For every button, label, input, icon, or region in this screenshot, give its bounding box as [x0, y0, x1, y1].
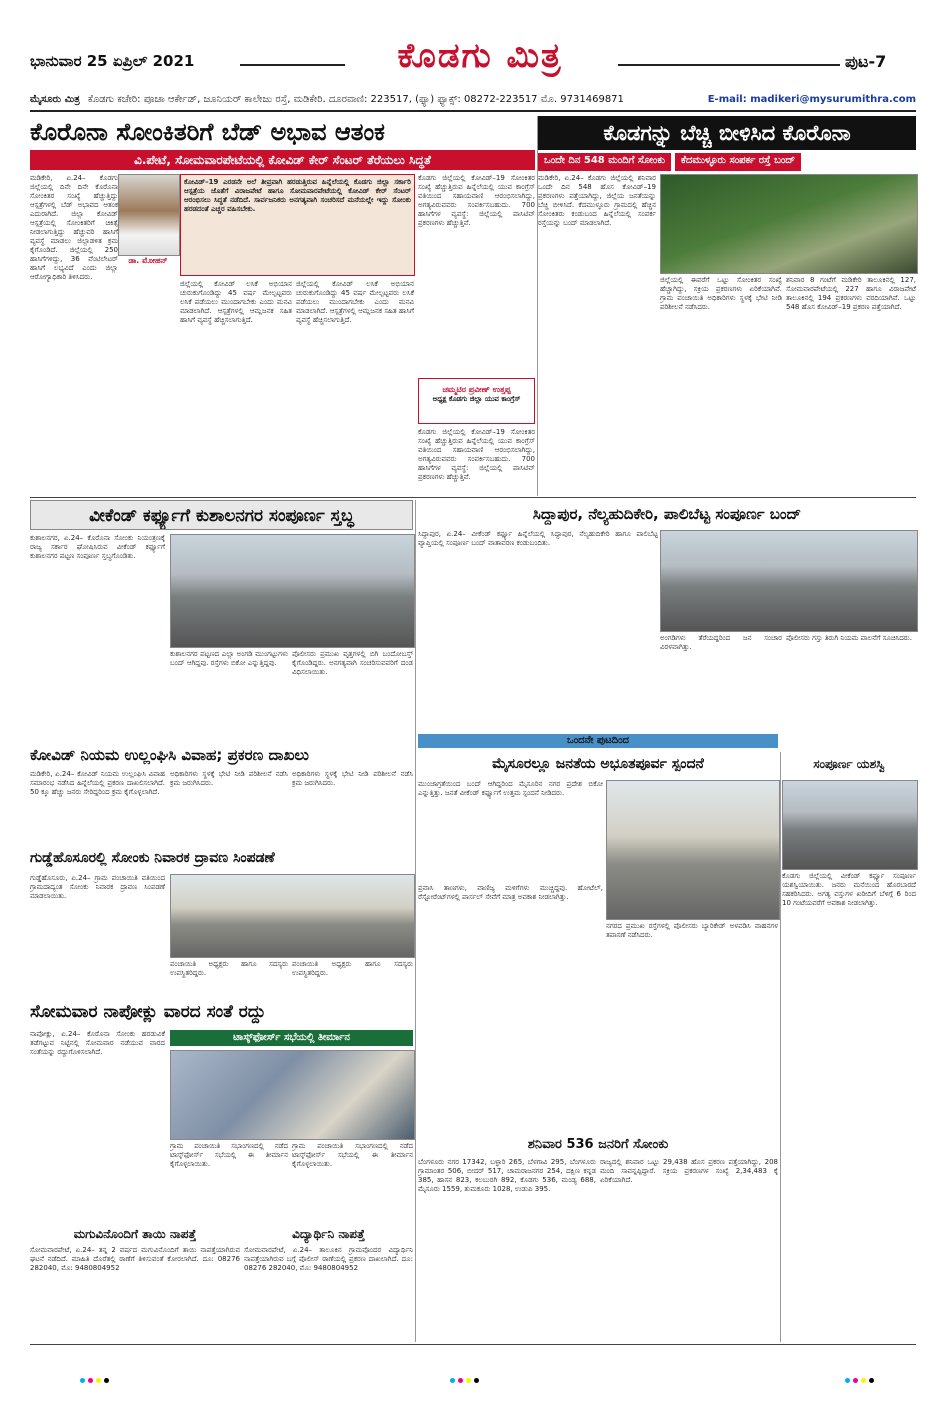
story10-column-2: ರಾಜ್ಯದಲ್ಲಿ ಶನಿವಾರ ಒಟ್ಟು 29,438 ಹೊಸ ಪ್ರಕರಣ ಪತ್ತೆಯಾಗಿದ್ದು, 208 ಮಂದಿ ಸಾವನ್ನಪ್ಪಿದ್ದಾರೆ. ಸಕ್ರಿಯ ಪ್ರಕರಣಗಳ ಸಂಖ್ಯೆ 2,34,483 ಕ್ಕೆ ಏರಿಕೆಯಾಗಿದೆ.	[600, 1158, 778, 1184]
story3-photo-empty-street	[170, 534, 415, 648]
masthead-rule-right	[618, 64, 840, 66]
story6-column-1: ಗುಡ್ಡೆಹೊಸೂರು, ಏ.24– ಗ್ರಾಮ ಪಂಚಾಯಿತಿ ವತಿಯಿಂದ ಗ್ರಾಮದಾದ್ಯಂತ ಸೋಂಕು ನಿವಾರಕ ದ್ರಾವಣ ಸಿಂಪಡಣೆ ಮಾಡಲಾಯಿತು.	[30, 874, 165, 900]
page-number: ಪುಟ-7	[845, 52, 887, 71]
brand-name: ಮೈಸೂರು ಮಿತ್ರ	[30, 94, 80, 105]
story1-photo-caption: ಡಾ. ಮೋಹನ್	[128, 256, 168, 265]
story3-column-1: ಕುಶಾಲನಗರ, ಏ.24– ಕೊರೊನಾ ಸೋಂಕು ನಿಯಂತ್ರಣಕ್ಕೆ ರಾಜ್ಯ ಸರ್ಕಾರ ಘೋಷಿಸಿರುವ ವೀಕೆಂಡ್ ಕರ್ಫ್ಯೂಗೆ ಕುಶಾಲನಗರ ಪಟ್ಟಣ ಸಂಪೂರ್ಣ ಸ್ತಬ್ಧಗೊಂಡಿತು.	[30, 534, 165, 560]
row-divider	[30, 497, 916, 498]
story2-headline: ಕೊಡಗನ್ನು ಬೆಚ್ಚಿ ಬೀಳಿಸಿದ ಕೊರೊನಾ	[538, 116, 916, 150]
story6-column-3: ಪಂಚಾಯಿತಿ ಅಧ್ಯಕ್ಷರು ಹಾಗೂ ಸದಸ್ಯರು ಉಪಸ್ಥಿತರಿದ್ದರು.	[292, 960, 413, 977]
cmyk-marks-left	[80, 1378, 109, 1383]
story1-column-5: ಕೊಡಗು ಜಿಲ್ಲೆಯಲ್ಲಿ ಕೋವಿಡ್–19 ಸೋಂಕಿತರ ಸಂಖ್ಯೆ ಹೆಚ್ಚುತ್ತಿರುವ ಹಿನ್ನೆಲೆಯಲ್ಲಿ ಯುವ ಕಾಂಗ್ರೆಸ್ ವತಿಯಿಂದ ಸಹಾಯವಾಣಿ ಆರಂಭಿಸಲಾಗಿದ್ದು, ಅಗತ್ಯವಿರುವವರು ಸಂಪರ್ಕಿಸಬಹುದು. 700 ಹಾಸಿಗೆಗಳ ವ್ಯವಸ್ಥೆ: ಜಿಲ್ಲೆಯಲ್ಲಿ ಪಾಸಿಟಿವ್ ಪ್ರಕರಣಗಳು ಹೆಚ್ಚುತ್ತಿವೆ.	[418, 428, 535, 481]
story11-column-1: ಸೋಮವಾರಪೇಟೆ, ಏ.24– ತನ್ನ 2 ವರ್ಷದ ಮಗುವಿನೊಂದಿಗೆ ತಾಯಿ ನಾಪತ್ತೆಯಾಗಿರುವ ಘಟನೆ ನಡೆದಿದೆ. ಮಾಹಿತಿ ದೊರೆತಲ್ಲಿ ಠಾಣೆಗೆ ತಿಳಿಸುವಂತೆ ಕೋರಲಾಗಿದೆ. ದೂ: 08276 282040, ಮೊ: 9480804952	[30, 1246, 240, 1272]
column-divider	[415, 500, 416, 1342]
story2-tag-road-closed: ಕೆದಮುಳ್ಳೂರು ಸಂಪರ್ಕ ರಸ್ತೆ ಬಂದ್	[675, 153, 801, 171]
cmyk-marks-right	[845, 1378, 874, 1383]
story7-subhead: ಟಾಸ್ಕ್‌ಫೋರ್ಸ್ ಸಭೆಯಲ್ಲಿ ತೀರ್ಮಾನ	[170, 1030, 413, 1046]
story2-column-1: ಮಡಿಕೇರಿ, ಏ.24– ಕೊಡಗು ಜಿಲ್ಲೆಯಲ್ಲಿ ಶನಿವಾರ ಒಂದೇ ದಿನ 548 ಹೊಸ ಕೋವಿಡ್–19 ಪ್ರಕರಣಗಳು ಪತ್ತೆಯಾಗಿದ್ದು, ಜಿಲ್ಲೆಯ ಜನತೆಯನ್ನು ಬೆಚ್ಚಿ ಬೀಳಿಸಿದೆ. ಕೆದಮುಳ್ಳೂರು ಗ್ರಾಮದಲ್ಲಿ ಹೆಚ್ಚಿನ ಸೋಂಕಿತರು ಕಂಡುಬಂದ ಹಿನ್ನೆಲೆಯಲ್ಲಿ ಸಂಪರ್ಕ ರಸ್ತೆಯನ್ನು ಬಂದ್ ಮಾಡಲಾಗಿದೆ.	[538, 174, 656, 227]
story1-byline-box	[418, 378, 535, 424]
cmyk-marks-center	[450, 1378, 479, 1383]
story1-column-2: ಜಿಲ್ಲೆಯಲ್ಲಿ ಕೋವಿಡ್ ಲಸಿಕೆ ಅಭಿಯಾನ ಚುರುಕುಗೊಂಡಿದ್ದು 45 ವರ್ಷ ಮೇಲ್ಪಟ್ಟವರು ಲಸಿಕೆ ಪಡೆಯಲು ಮುಂದಾಗಬೇಕು ಎಂದು ಮನವಿ ಮಾಡಲಾಗಿದೆ. ಆಸ್ಪತ್ರೆಗಳಲ್ಲಿ ಆಮ್ಲಜನಕ ಸಹಿತ ಹಾಸಿಗೆ ವ್ಯವಸ್ಥೆ ಹೆಚ್ಚಿಸಲಾಗುತ್ತಿದೆ.	[180, 280, 292, 324]
story8-column-1: ಮುಂಜಾಗ್ರತೆಯಿಂದ ಬಂದ್ ಆಗಿದ್ದರಿಂದ ಮೈಸೂರಿನ ನಗರ ಪ್ರದೇಶ ಬಿಕೋ ಎನ್ನುತ್ತಿತ್ತು. ಜನತೆ ವೀಕೆಂಡ್ ಕರ್ಫ್ಯೂಗೆ ಉತ್ತಮ ಸ್ಪಂದನೆ ನೀಡಿದರು.	[418, 780, 603, 797]
story9-column-1: ಕೊಡಗು ಜಿಲ್ಲೆಯಲ್ಲಿ ವೀಕೆಂಡ್ ಕರ್ಫ್ಯೂ ಸಂಪೂರ್ಣ ಯಶಸ್ವಿಯಾಯಿತು. ಜನರು ಮನೆಯಿಂದ ಹೊರಬಾರದೆ ಸಹಕರಿಸಿದರು. ಅಗತ್ಯ ವಸ್ತುಗಳ ಖರೀದಿಗೆ ಬೆಳಿಗ್ಗೆ 6 ರಿಂದ 10 ಗಂಟೆಯವರೆಗೆ ಅವಕಾಶ ನೀಡಲಾಗಿತ್ತು.	[782, 872, 916, 907]
story1-headline: ಕೊರೊನಾ ಸೋಂಕಿತರಿಗೆ ಬೆಡ್ ಅಭಾವ ಆತಂಕ	[30, 118, 385, 146]
story7-headline: ಸೋಮವಾರ ನಾಪೋಕ್ಲು ವಾರದ ಸಂತೆ ರದ್ದು	[30, 1002, 266, 1022]
story1-column-3: ಜಿಲ್ಲೆಯಲ್ಲಿ ಕೋವಿಡ್ ಲಸಿಕೆ ಅಭಿಯಾನ ಚುರುಕುಗೊಂಡಿದ್ದು 45 ವರ್ಷ ಮೇಲ್ಪಟ್ಟವರು ಲಸಿಕೆ ಪಡೆಯಲು ಮುಂದಾಗಬೇಕು ಎಂದು ಮನವಿ ಮಾಡಲಾಗಿದೆ. ಆಸ್ಪತ್ರೆಗಳಲ್ಲಿ ಆಮ್ಲಜನಕ ಸಹಿತ ಹಾಸಿಗೆ ವ್ಯವಸ್ಥೆ ಹೆಚ್ಚಿಸಲಾಗುತ್ತಿದೆ.	[296, 280, 414, 324]
story7-column-1: ನಾಪೋಕ್ಲು, ಏ.24– ಕೊರೊನಾ ಸೋಂಕು ಹರಡುವಿಕೆ ತಡೆಗಟ್ಟುವ ನಿಟ್ಟಿನಲ್ಲಿ ಸೋಮವಾರ ನಡೆಯುವ ವಾರದ ಸಂತೆಯನ್ನು ರದ್ದುಗೊಳಿಸಲಾಗಿದೆ.	[30, 1030, 165, 1056]
story4-column-2: ಅಂಗಡಿಗಳು ತೆರೆಯದ್ದರಿಂದ ಜನ ಸಂಚಾರ ವಿರಳವಾಗಿತ್ತು.	[660, 634, 782, 651]
story1-subhead: ವಿ.ಪೇಟೆ, ಸೋಮವಾರಪೇಟೆಯಲ್ಲಿ ಕೋವಿಡ್ ಕೇರ್ ಸೆಂಟರ್ ತೆರೆಯಲು ಸಿದ್ಧತೆ	[30, 150, 535, 170]
story4-column-1: ಸಿದ್ದಾಪುರ, ಏ.24– ವೀಕೆಂಡ್ ಕರ್ಫ್ಯೂ ಹಿನ್ನೆಲೆಯಲ್ಲಿ ಸಿದ್ದಾಪುರ, ನೆಲ್ಯಹುದಿಕೇರಿ ಹಾಗೂ ಪಾಲಿಬೆಟ್ಟ ವ್ಯಾಪ್ತಿಯಲ್ಲಿ ಸಂಪೂರ್ಣ ಬಂದ್ ವಾತಾವರಣ ಕಂಡುಬಂದಿತು.	[418, 530, 658, 547]
story3-headline: ವೀಕೆಂಡ್ ಕರ್ಫ್ಯೂಗೆ ಕುಶಾಲನಗರ ಸಂಪೂರ್ಣ ಸ್ತಬ್ಧ	[30, 500, 413, 530]
story7-column-2: ಗ್ರಾಮ ಪಂಚಾಯಿತಿ ಸಭಾಂಗಣದಲ್ಲಿ ನಡೆದ ಟಾಸ್ಕ್‌ಫೋರ್ಸ್ ಸಭೆಯಲ್ಲಿ ಈ ತೀರ್ಮಾನ ಕೈಗೊಳ್ಳಲಾಯಿತು.	[170, 1142, 288, 1168]
story7-photo-meeting	[170, 1050, 415, 1140]
office-address: ಕೊಡಗು ಕಚೇರಿ: ಪೂಜಾ ಆರ್ಕೇಡ್, ಜೂನಿಯರ್ ಕಾಲೇಜು ರಸ್ತೆ, ಮಡಿಕೇರಿ. ದೂರವಾಣಿ: 223517, (ಫ್ಯಾ) ಫ್ಯಾಕ್ಸ್: 08272-223517 ಮೊ. 9731469871	[87, 94, 624, 105]
masthead-rule-left	[240, 64, 345, 66]
story10-column-1: ಬೆಂಗಳೂರು ನಗರ 17342, ಬಳ್ಳಾರಿ 265, ಬೆಳಗಾವಿ 295, ಬೆಂಗಳೂರು ಗ್ರಾಮಾಂತರ 506, ಬೀದರ್ 517, ಚಾಮರಾಜನಗರ 254, ದಕ್ಷಿಣ ಕನ್ನಡ 385, ಹಾಸನ 823, ಕಲಬುರಗಿ 892, ಕೊಡಗು 536, ಮಂಡ್ಯ 688, ಮೈಸೂರು 1559, ತುಮಕೂರು 1028, ಉಡುಪಿ 395.	[418, 1158, 596, 1193]
story5-column-2: ಅಧಿಕಾರಿಗಳು ಸ್ಥಳಕ್ಕೆ ಭೇಟಿ ನೀಡಿ ಪರಿಶೀಲನೆ ನಡೆಸಿ ಕ್ರಮ ಜರುಗಿಸಿದರು.	[170, 770, 288, 787]
contact-bar	[30, 94, 916, 112]
story6-column-2: ಪಂಚಾಯಿತಿ ಅಧ್ಯಕ್ಷರು ಹಾಗೂ ಸದಸ್ಯರು ಉಪಸ್ಥಿತರಿದ್ದರು.	[170, 960, 288, 977]
story12-headline: ವಿದ್ಯಾರ್ಥಿನಿ ನಾಪತ್ತೆ	[292, 1227, 365, 1241]
story8-column-3: ನಗರದ ಪ್ರಮುಖ ರಸ್ತೆಗಳಲ್ಲಿ ಪೊಲೀಸರು ಬ್ಯಾರಿಕೇಡ್ ಅಳವಡಿಸಿ ವಾಹನಗಳ ತಪಾಸಣೆ ನಡೆಸಿದರು.	[606, 922, 778, 939]
story3-column-2: ಕುಶಾಲನಗರ ಪಟ್ಟಣದ ಎಲ್ಲಾ ಅಂಗಡಿ ಮುಂಗಟ್ಟುಗಳು ಬಂದ್ ಆಗಿದ್ದವು. ರಸ್ತೆಗಳು ಬಿಕೋ ಎನ್ನುತ್ತಿದ್ದವು.	[170, 650, 288, 667]
story4-column-3: ಪೊಲೀಸರು ಗಸ್ತು ತಿರುಗಿ ನಿಯಮ ಪಾಲನೆಗೆ ಸೂಚಿಸಿದರು.	[786, 634, 912, 642]
story2-tag-cases: ಒಂದೇ ದಿನ 548 ಮಂದಿಗೆ ಸೋಂಕು	[538, 153, 671, 171]
story8-kicker: ಒಂದನೇ ಪುಟದಿಂದ	[418, 734, 778, 748]
story1-column-1: ಮಡಿಕೇರಿ, ಏ.24– ಕೊಡಗು ಜಿಲ್ಲೆಯಲ್ಲಿ ದಿನೇ ದಿನೇ ಕೊರೊನಾ ಸೋಂಕಿತರ ಸಂಖ್ಯೆ ಹೆಚ್ಚುತ್ತಿದ್ದು ಆಸ್ಪತ್ರೆಗಳಲ್ಲಿ ಬೆಡ್ ಅಭಾವದ ಆತಂಕ ಎದುರಾಗಿದೆ. ಜಿಲ್ಲಾ ಕೋವಿಡ್ ಆಸ್ಪತ್ರೆಯಲ್ಲಿ ಸೋಂಕಿತರಿಗೆ ಚಿಕಿತ್ಸೆ ನೀಡಲಾಗುತ್ತಿದ್ದು ಹೆಚ್ಚುವರಿ ಹಾಸಿಗೆ ವ್ಯವಸ್ಥೆ ಮಾಡಲು ಜಿಲ್ಲಾಡಳಿತ ಕ್ರಮ ಕೈಗೊಂಡಿದೆ. ಜಿಲ್ಲೆಯಲ್ಲಿ 250 ಹಾಸಿಗೆಗಳಿದ್ದು, 36 ವೆಂಟಿಲೇಟರ್ ಹಾಸಿಗೆ ಲಭ್ಯವಿದೆ ಎಂದು ಜಿಲ್ಲಾ ಆರೋಗ್ಯಾಧಿಕಾರಿ ತಿಳಿಸಿದರು.	[30, 174, 118, 281]
newspaper-logo: ಕೊಡಗು ಮಿತ್ರ	[397, 36, 563, 76]
story8-photo-police-check	[606, 780, 780, 920]
column-divider	[537, 116, 538, 496]
story3-column-3: ಪೊಲೀಸರು ಪ್ರಮುಖ ವೃತ್ತಗಳಲ್ಲಿ ಬಿಗಿ ಬಂದೋಬಸ್ತ್ ಕೈಗೊಂಡಿದ್ದರು. ಅನಗತ್ಯವಾಗಿ ಸಂಚರಿಸುವವರಿಗೆ ದಂಡ ವಿಧಿಸಲಾಯಿತು.	[292, 650, 413, 676]
story6-headline: ಗುಡ್ಡೆಹೊಸೂರಲ್ಲಿ ಸೋಂಕು ನಿವಾರಕ ದ್ರಾವಣ ಸಿಂಪಡಣೆ	[30, 850, 275, 866]
story2-tags	[538, 153, 916, 171]
story8-column-2: ಪ್ರವಾಸಿ ತಾಣಗಳು, ವಾಣಿಜ್ಯ ಮಳಿಗೆಗಳು ಮುಚ್ಚಿದ್ದವು. ಹೋಟೆಲ್, ರೆಸ್ಟೋರೆಂಟ್‌ಗಳಲ್ಲಿ ಪಾರ್ಸಲ್ ಸೇವೆಗೆ ಮಾತ್ರ ಅವಕಾಶ ನೀಡಲಾಗಿತ್ತು.	[418, 884, 603, 901]
story5-column-3: ಅಧಿಕಾರಿಗಳು ಸ್ಥಳಕ್ಕೆ ಭೇಟಿ ನೀಡಿ ಪರಿಶೀಲನೆ ನಡೆಸಿ ಕ್ರಮ ಜರುಗಿಸಿದರು.	[292, 770, 413, 787]
story11-headline: ಮಗುವಿನೊಂದಿಗೆ ತಾಯಿ ನಾಪತ್ತೆ	[73, 1227, 197, 1241]
story1-byline-title: ಅಧ್ಯಕ್ಷ ಕೊಡಗು ಜಿಲ್ಲಾ ಯುವ ಕಾಂಗ್ರೆಸ್	[432, 395, 521, 403]
story1-column-4: ಕೊಡಗು ಜಿಲ್ಲೆಯಲ್ಲಿ ಕೋವಿಡ್–19 ಸೋಂಕಿತರ ಸಂಖ್ಯೆ ಹೆಚ್ಚುತ್ತಿರುವ ಹಿನ್ನೆಲೆಯಲ್ಲಿ ಯುವ ಕಾಂಗ್ರೆಸ್ ವತಿಯಿಂದ ಸಹಾಯವಾಣಿ ಆರಂಭಿಸಲಾಗಿದ್ದು, ಅಗತ್ಯವಿರುವವರು ಸಂಪರ್ಕಿಸಬಹುದು. 700 ಹಾಸಿಗೆಗಳ ವ್ಯವಸ್ಥೆ: ಜಿಲ್ಲೆಯಲ್ಲಿ ಪಾಸಿಟಿವ್ ಪ್ರಕರಣಗಳು ಹೆಚ್ಚುತ್ತಿವೆ.	[418, 174, 535, 227]
story1-portrait-photo	[118, 174, 180, 256]
story1-byline: ಚಮ್ಮಟಿರ ಪ್ರವೀಣ್ ಉತ್ತಪ್ಪ	[442, 385, 511, 394]
issue-date: ಭಾನುವಾರ 25 ಏಪ್ರಿಲ್ 2021	[30, 52, 195, 70]
story9-photo-street-vendor	[782, 780, 918, 870]
story2-column-2: ಜಿಲ್ಲೆಯಲ್ಲಿ ಈವರೆಗೆ ಒಟ್ಟು ಸೋಂಕಿತರ ಸಂಖ್ಯೆ ಹೆಚ್ಚಾಗಿದ್ದು, ಸಕ್ರಿಯ ಪ್ರಕರಣಗಳು ಏರಿಕೆಯಾಗಿವೆ. ಗ್ರಾಮ ಪಂಚಾಯಿತಿ ಅಧಿಕಾರಿಗಳು ಸ್ಥಳಕ್ಕೆ ಭೇಟಿ ನೀಡಿ ಪರಿಶೀಲನೆ ನಡೆಸಿದರು.	[660, 276, 782, 311]
story1-highlight-box	[180, 174, 415, 276]
story2-column-3: ಶನಿವಾರ 8 ಗಂಟೆಗೆ ಮಡಿಕೇರಿ ತಾಲೂಕಿನಲ್ಲಿ 127, ಸೋಮವಾರಪೇಟೆಯಲ್ಲಿ 227 ಹಾಗೂ ವಿರಾಜಪೇಟೆ ತಾಲೂಕಿನಲ್ಲಿ 194 ಪ್ರಕರಣಗಳು ವರದಿಯಾಗಿವೆ. ಒಟ್ಟು 548 ಹೊಸ ಕೋವಿಡ್–19 ಪ್ರಕರಣ ಪತ್ತೆಯಾಗಿದೆ.	[786, 276, 916, 311]
email-address[interactable]: E-mail: madikeri@mysurumithra.com	[707, 94, 916, 105]
column-divider	[780, 752, 781, 1342]
story7-column-3: ಗ್ರಾಮ ಪಂಚಾಯಿತಿ ಸಭಾಂಗಣದಲ್ಲಿ ನಡೆದ ಟಾಸ್ಕ್‌ಫೋರ್ಸ್ ಸಭೆಯಲ್ಲಿ ಈ ತೀರ್ಮಾನ ಕೈಗೊಳ್ಳಲಾಯಿತು.	[292, 1142, 413, 1168]
story2-photo-roadblock	[660, 174, 918, 274]
story6-photo-spraying	[170, 874, 415, 958]
story5-headline: ಕೋವಿಡ್ ನಿಯಮ ಉಲ್ಲಂಘಿಸಿ ವಿವಾಹ; ಪ್ರಕರಣ ದಾಖಲು	[30, 746, 309, 764]
story10-headline: ಶನಿವಾರ 536 ಜನರಿಗೆ ಸೋಂಕು	[527, 1137, 669, 1152]
story8-headline: ಮೈಸೂರಲ್ಲೂ ಜನತೆಯ ಅಭೂತಪೂರ್ವ ಸ್ಪಂದನೆ	[492, 756, 704, 772]
story1-highlight-text: ಕೋವಿಡ್–19 ಎರಡನೇ ಅಲೆ ತೀವ್ರವಾಗಿ ಹರಡುತ್ತಿರುವ ಹಿನ್ನೆಲೆಯಲ್ಲಿ ಕೊಡಗು ಜಿಲ್ಲಾ ಸರ್ಕಾರಿ ಆಸ್ಪತ್ರೆಯ ಜೊತೆಗೆ ವಿರಾಜಪೇಟೆ ಹಾಗೂ ಸೋಮವಾರಪೇಟೆಯಲ್ಲಿ ಕೋವಿಡ್ ಕೇರ್ ಸೆಂಟರ್ ಆರಂಭಿಸಲು ಸಿದ್ಧತೆ ನಡೆದಿದೆ. ಸಾರ್ವಜನಿಕರು ಅನಗತ್ಯವಾಗಿ ಸಂಚರಿಸದೆ ಮನೆಯಲ್ಲೇ ಇದ್ದು ಸೋಂಕು ಹರಡದಂತೆ ಎಚ್ಚರ ವಹಿಸಬೇಕು.	[184, 178, 411, 213]
story9-headline: ಸಂಪೂರ್ಣ ಯಶಸ್ವಿ	[813, 757, 885, 771]
story5-column-1: ಮಡಿಕೇರಿ, ಏ.24– ಕೋವಿಡ್ ನಿಯಮ ಉಲ್ಲಂಘಿಸಿ ವಿವಾಹ ಸಮಾರಂಭ ನಡೆಸಿದ ಹಿನ್ನೆಲೆಯಲ್ಲಿ ಪ್ರಕರಣ ದಾಖಲಿಸಲಾಗಿದೆ. 50 ಕ್ಕೂ ಹೆಚ್ಚು ಜನರು ಸೇರಿದ್ದರಿಂದ ಕ್ರಮ ಕೈಗೊಳ್ಳಲಾಗಿದೆ.	[30, 770, 165, 796]
story4-headline: ಸಿದ್ದಾಪುರ, ನೆಲ್ಯಹುದಿಕೇರಿ, ಪಾಲಿಬೆಟ್ಟ ಸಂಪೂರ್ಣ ಬಂದ್	[532, 505, 802, 523]
story12-column-1: ಸೋಮವಾರಪೇಟೆ, ಏ.24– ತಾಲೂಕಿನ ಗ್ರಾಮವೊಂದರ ವಿದ್ಯಾರ್ಥಿನಿ ನಾಪತ್ತೆಯಾಗಿರುವ ಬಗ್ಗೆ ಪೊಲೀಸ್ ಠಾಣೆಯಲ್ಲಿ ಪ್ರಕರಣ ದಾಖಲಾಗಿದೆ. ದೂ: 08276 282040, ಮೊ: 9480804952	[244, 1246, 413, 1272]
row-divider	[30, 1344, 916, 1345]
story4-photo-closed-shops	[660, 530, 918, 632]
